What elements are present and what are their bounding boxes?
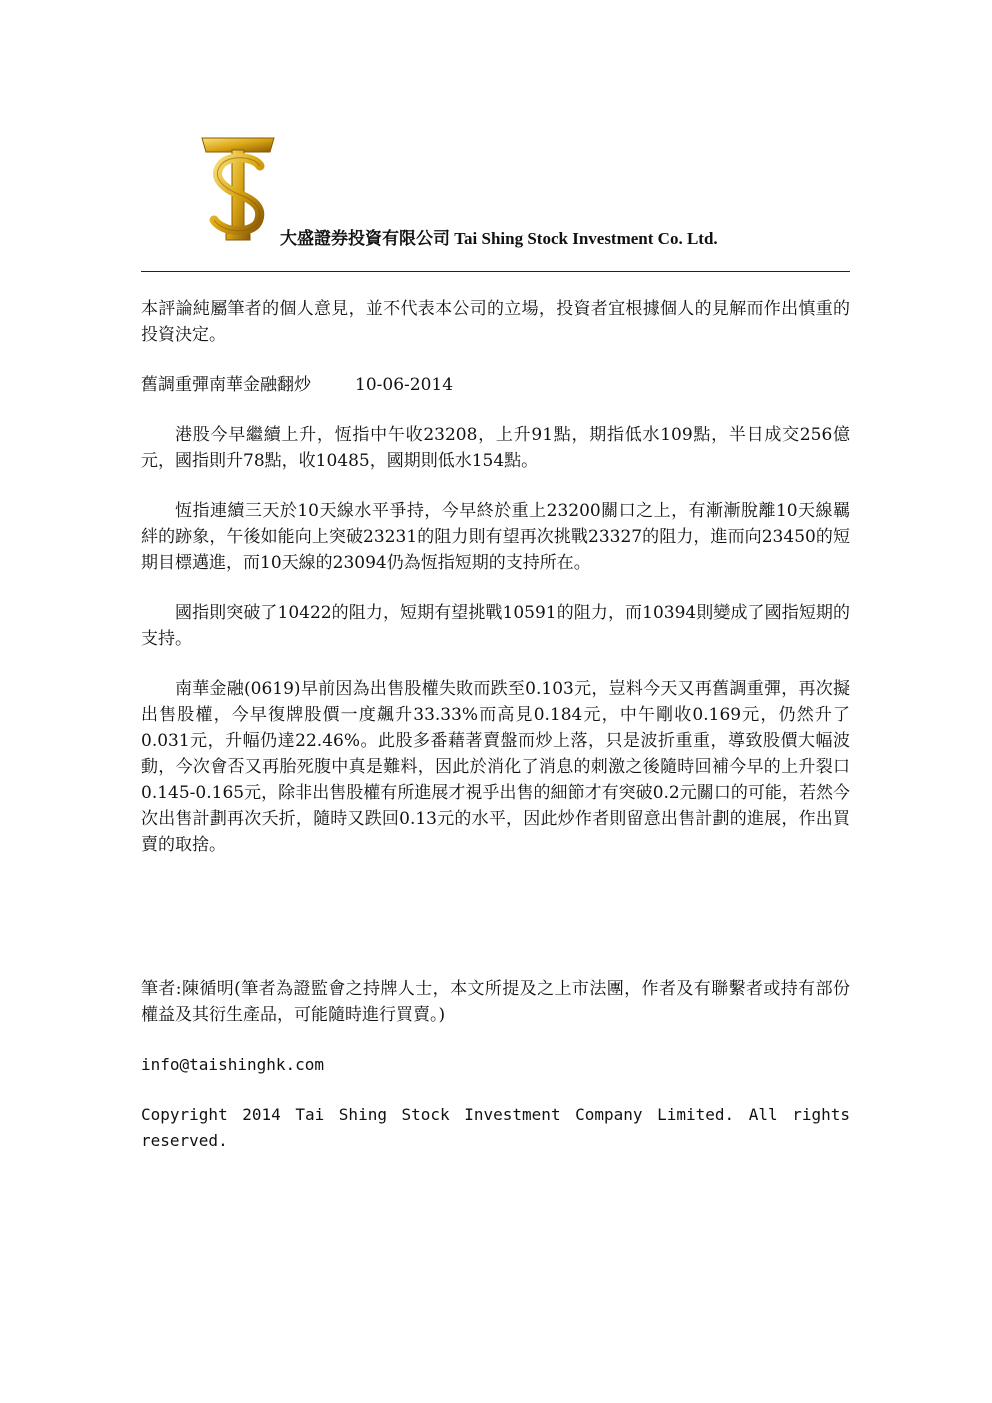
copyright-notice: Copyright 2014 Tai Shing Stock Investment Company Limited. All rights reserved. bbox=[141, 1105, 850, 1150]
article-paragraph: 恆指連續三天於10天線水平爭持，今早終於重上23200關口之上，有漸漸脫離10天線羈絆的跡象，午後如能向上突破23231的阻力則有望再次挑戰23327的阻力，進而向23450的短期目標邁進，而10天線的23094仍為恆指短期的支持所在。 bbox=[141, 501, 850, 573]
contact-email[interactable]: info@taishinghk.com bbox=[141, 1055, 325, 1074]
ts-dollar-logo-icon bbox=[198, 134, 278, 244]
company-name: 大盛證券投資有限公司 Tai Shing Stock Investment Co. Ltd. bbox=[280, 229, 718, 248]
document-body bbox=[141, 296, 850, 1154]
article-paragraph: 港股今早繼續上升，恆指中午收23208，上升91點，期指低水109點，半日成交256億元，國指則升78點，收10485，國期則低水154點。 bbox=[141, 425, 850, 471]
article-title: 舊調重彈南華金融翻炒 bbox=[141, 375, 311, 395]
disclaimer: 本評論純屬筆者的個人意見，並不代表本公司的立場，投資者宜根據個人的見解而作出慎重的投資決定。 bbox=[141, 299, 850, 345]
article-date: 10-06-2014 bbox=[355, 375, 454, 395]
article-paragraph: 國指則突破了10422的阻力，短期有望挑戰10591的阻力，而10394則變成了國指短期的支持。 bbox=[141, 603, 850, 649]
header-divider bbox=[141, 271, 850, 272]
author-note: 筆者:陳循明(筆者為證監會之持牌人士，本文所提及之上市法團，作者及有聯繫者或持有部份權益及其衍生產品，可能隨時進行買賣。) bbox=[141, 979, 850, 1025]
article-heading bbox=[141, 372, 850, 398]
article-paragraph: 南華金融(0619)早前因為出售股權失敗而跌至0.103元，豈料今天又再舊調重彈，再次擬出售股權，今早復牌股價一度飆升33.33%而高見0.184元，中午剛收0.169元，仍然升了0.031元，升幅仍達22.46%。此股多番藉著賣盤而炒上落，只是波折重重，導致股價大幅波動，今次會否又再胎死腹中真是難料，因此於消化了消息的刺激之後隨時回補今早的上升裂口0.145-0.165元，除非出售股權有所進展才視乎出售的細節才有突破0.2元關口的可能，若然今次出售計劃再次夭折，隨時又跌回0.13元的水平，因此炒作者則留意出售計劃的進展，作出買賣的取捨。 bbox=[141, 679, 850, 855]
